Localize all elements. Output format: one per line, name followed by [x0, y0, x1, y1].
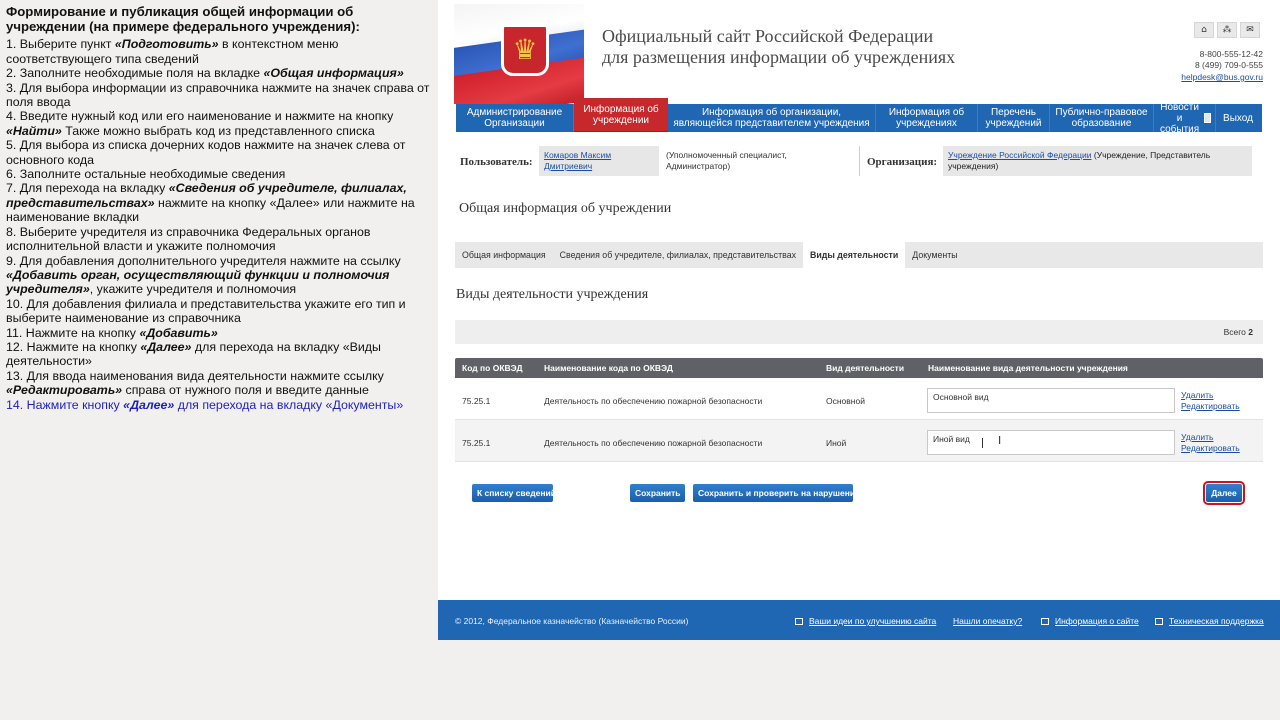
site-title [602, 26, 955, 68]
activities-table [455, 358, 1263, 462]
instruction-step-emphasis: «Сведения об учредителе, филиалах, представительствах» [6, 181, 407, 210]
to-list-button[interactable]: К списку сведений [472, 484, 553, 502]
instruction-step-text: 8. Выберите учредителя из справочника Федеральных органов исполнительной власти и укажите полномочия [6, 224, 371, 254]
support-icon [1155, 618, 1163, 625]
background-strip [438, 640, 1280, 720]
helpdesk-email-link[interactable]: helpdesk@bus.gov.ru [1181, 72, 1263, 82]
instruction-step-text: нажмите на кнопку «Далее» или нажмите на наименование вкладки [6, 195, 415, 225]
footer-copyright: © 2012, Федеральное казначейство (Казначейство России) [455, 616, 689, 626]
instruction-step-text: 13. Для ввода наименования вида деятельности нажмите ссылку [6, 368, 384, 383]
delete-link[interactable]: Удалить [1181, 432, 1214, 442]
user-role-line2: Администратор) [666, 161, 731, 171]
user-role-line1: (Уполномоченный специалист, [666, 150, 787, 160]
nav-item-public-entity[interactable]: Публично-правовое образование [1050, 104, 1154, 132]
instruction-step [6, 326, 432, 340]
total-value: 2 [1248, 327, 1253, 337]
instruction-step [6, 66, 432, 80]
instruction-step [6, 225, 432, 254]
footer-link-about[interactable] [1041, 616, 1139, 626]
instruction-step-text: 11. Нажмите на кнопку [6, 325, 140, 340]
instruction-step-text: 4. Введите нужный код или его наименование и нажмите на кнопку [6, 109, 394, 124]
instruction-step-emphasis: «Далее» [123, 397, 175, 412]
instruction-step-emphasis: «Редактировать» [6, 383, 123, 398]
instruction-step [6, 109, 432, 138]
table-row [455, 420, 1263, 462]
save-button[interactable]: Сохранить [630, 484, 685, 502]
instruction-step [6, 37, 432, 66]
instructions-title: Формирование и публикация общей информации об учреждении (на примере федерального учреждения): [6, 4, 360, 35]
row-actions [1181, 390, 1240, 411]
next-button[interactable]: Далее [1206, 484, 1242, 502]
text-cursor-icon: I [998, 434, 1002, 447]
edit-link[interactable]: Редактировать [1181, 442, 1240, 453]
instruction-step-text: для перехода на вкладку «Виды деятельности» [6, 339, 381, 369]
instruction-step-emphasis: «Добавить орган, осуществляющий функции и полномочия учредителя» [6, 267, 390, 297]
text-caret [982, 438, 983, 448]
instruction-step-text: 1. Выберите пункт [6, 37, 115, 52]
footer-link-typo[interactable]: Нашли опечатку? [953, 616, 1023, 626]
nav-item-admin[interactable]: Администрирование Организации [456, 104, 574, 132]
nav-item-institutions-list[interactable]: Перечень учреждений [978, 104, 1050, 132]
coat-of-arms-icon: ♛ [501, 24, 549, 76]
instruction-step [6, 369, 432, 398]
instruction-step-text: Также можно выбрать код из представленного списка [61, 123, 375, 138]
instruction-step-text: 9. Для добавления дополнительного учредителя нажмите на ссылку [6, 253, 401, 268]
activity-name-field[interactable]: Основной вид [927, 388, 1175, 413]
phone-2: 8 (499) 709-0-555 [1194, 59, 1263, 70]
instruction-step-text: 5. Для выбора из списка дочерних кодов нажмите на значек слева от основного кода [6, 138, 406, 167]
instruction-step-emphasis: «Подготовить» [114, 37, 219, 52]
col-activity-name: Наименование вида деятельности учреждения [928, 363, 1128, 373]
footer-link-about-label: Информация о сайте [1055, 616, 1139, 626]
phone-1: 8-800-555-12-42 [1199, 49, 1263, 59]
main-nav [456, 101, 1262, 135]
nav-item-representative-info[interactable]: Информация об организации, являющейся представителем учреждения [668, 104, 876, 132]
row-name: Деятельность по обеспечению пожарной безопасности [544, 396, 763, 406]
site-title-line1: Официальный сайт Российской Федерации [602, 26, 934, 46]
tab-bar [455, 242, 1263, 268]
save-and-check-button[interactable]: Сохранить и проверить на нарушения [693, 484, 853, 502]
instruction-step-text: 14. Нажмите кнопку [6, 397, 124, 412]
row-type: Основной [826, 396, 865, 406]
instruction-step [6, 167, 432, 181]
org-type-line2: учреждения) [948, 161, 999, 171]
activity-name-field[interactable]: Иной вид [927, 430, 1175, 455]
edit-link[interactable]: Редактировать [1181, 400, 1240, 411]
row-code: 75.25.1 [462, 438, 491, 448]
row-name: Деятельность по обеспечению пожарной безопасности [544, 438, 763, 448]
nav-news-label: Новости и события [1159, 101, 1200, 135]
instruction-step [6, 181, 432, 224]
user-name-link[interactable] [544, 150, 654, 172]
user-name-box [539, 146, 659, 176]
row-type: Иной [826, 438, 847, 448]
tab-founder-info[interactable]: Сведения об учредителе, филиалах, представительствах [559, 250, 796, 260]
table-row [455, 378, 1263, 420]
info-icon [1041, 618, 1049, 625]
user-label: Пользователь: [460, 156, 533, 168]
instruction-step [6, 297, 432, 326]
instruction-step-text: , укажите учредителя и полномочия [89, 282, 297, 297]
org-link[interactable]: Учреждение Российской Федерации [948, 150, 1092, 160]
nav-item-institutions-info[interactable]: Информация об учреждениях [876, 104, 978, 132]
user-info-row [456, 146, 1254, 176]
tab-general-info[interactable]: Общая информация [462, 250, 546, 260]
instruction-step [6, 398, 432, 412]
footer [438, 600, 1280, 640]
instruction-step [6, 138, 432, 167]
sitemap-icon[interactable]: ⁂ [1217, 22, 1237, 38]
user-role [666, 150, 787, 172]
mail-icon[interactable]: ✉ [1240, 22, 1260, 38]
row-actions [1181, 432, 1240, 453]
user-divider [859, 146, 860, 176]
user-name-line2: Дмитриевич [544, 161, 593, 171]
instruction-step-text: справа от нужного поля и введите данные [122, 383, 369, 398]
tab-activities[interactable]: Виды деятельности [803, 242, 905, 268]
nav-item-news[interactable] [1154, 101, 1216, 135]
delete-link[interactable]: Удалить [1181, 390, 1214, 400]
org-label: Организация: [867, 156, 938, 168]
logout-link[interactable]: Выход [1223, 112, 1253, 124]
instruction-step [6, 81, 432, 110]
instruction-step-text: 10. Для добавления филиала и представительства укажите его тип и выберите наименование из справочника [6, 296, 406, 326]
site-title-line2: для размещения информации об учреждениях [602, 47, 956, 67]
footer-link-ideas[interactable] [795, 616, 936, 626]
org-box [943, 146, 1252, 176]
total-bar [455, 320, 1263, 344]
col-okved-code: Код по ОКВЭД [462, 363, 523, 373]
instruction-step-text: в контекстном меню соответствующего типа сведений [6, 37, 339, 66]
instruction-step-text: 2. Заполните необходимые поля на вкладке [6, 66, 264, 81]
flag-image [454, 4, 584, 104]
footer-link-support-label: Техническая поддержка [1169, 616, 1264, 626]
user-name-line1: Комаров Максим [544, 150, 612, 160]
total-label: Всего [1223, 327, 1246, 337]
instruction-step-text: 7. Для перехода на вкладку [6, 181, 169, 196]
instruction-step-text: для перехода на вкладку «Документы» [174, 397, 404, 412]
instruction-step [6, 340, 432, 369]
home-icon[interactable]: ⌂ [1194, 22, 1214, 38]
instruction-step-emphasis: «Найти» [6, 123, 62, 138]
site-window [438, 0, 1280, 640]
table-header [455, 358, 1263, 378]
instruction-step [6, 254, 432, 297]
instruction-step-text: 6. Заполните остальные необходимые сведения [6, 167, 286, 182]
col-okved-name: Наименование кода по ОКВЭД [544, 363, 673, 373]
activities-title: Виды деятельности учреждения [456, 287, 649, 302]
instruction-step-text: 12. Нажмите на кнопку [6, 339, 141, 354]
footer-link-ideas-label: Ваши идеи по улучшению сайта [809, 616, 937, 626]
row-code: 75.25.1 [462, 396, 491, 406]
news-icon [1204, 113, 1211, 123]
col-activity-type: Вид деятельности [826, 363, 905, 373]
org-type-line1: (Учреждение, Представитель [1091, 150, 1211, 160]
instruction-step-emphasis: «Общая информация» [263, 66, 404, 81]
section-title: Общая информация об учреждении [459, 201, 672, 216]
header-tools [1194, 22, 1260, 38]
contacts [1181, 49, 1263, 83]
tab-documents[interactable]: Документы [912, 250, 958, 260]
footer-link-support[interactable] [1155, 616, 1264, 626]
instruction-step-emphasis: «Добавить» [139, 325, 218, 340]
ideas-icon [795, 618, 803, 625]
instructions-panel [0, 0, 438, 720]
instruction-step-emphasis: «Далее» [140, 339, 192, 354]
instruction-step-text: 3. Для выбора информации из справочника нажмите на значек справа от поля ввода [6, 80, 430, 110]
nav-item-institution-info[interactable]: Информация об учреждении [574, 98, 668, 132]
instructions-steps [6, 37, 432, 412]
